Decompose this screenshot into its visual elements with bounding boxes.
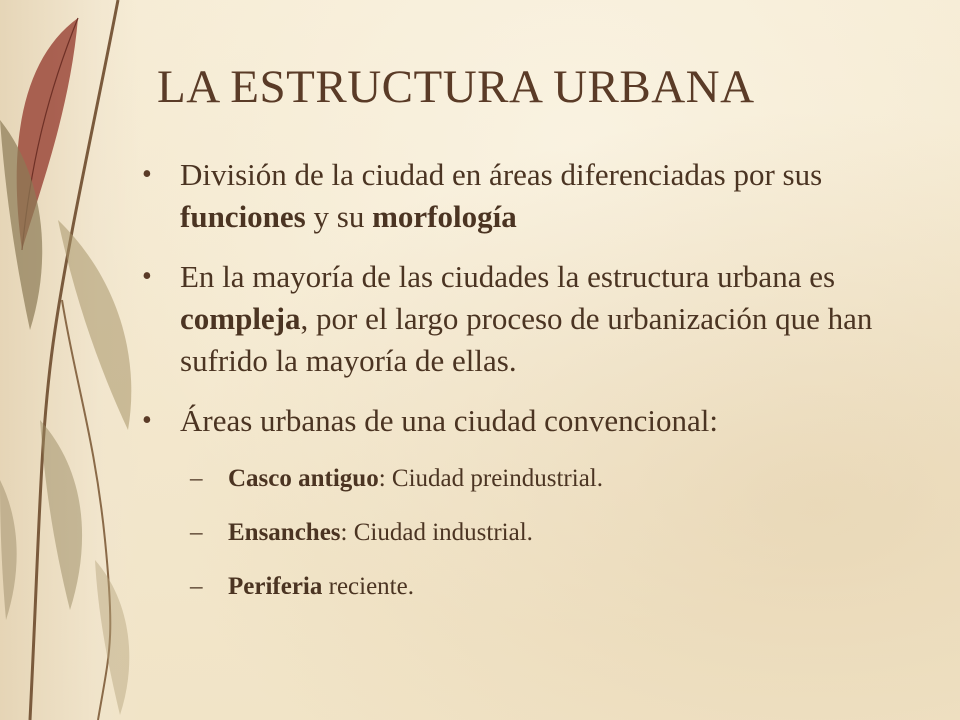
bold-term: Periferia xyxy=(228,573,323,600)
sub-bullet-marker: – xyxy=(190,573,203,600)
bold-term: Ensanches xyxy=(228,519,341,546)
sub-bullet-item xyxy=(142,516,942,550)
olive-leaf-3 xyxy=(40,420,82,610)
leaf-branch-decoration xyxy=(0,0,160,720)
bold-term: Casco antiguo xyxy=(228,465,379,492)
bullet-text xyxy=(180,157,822,234)
bullet-marker: • xyxy=(142,159,152,190)
bullet-text xyxy=(180,259,872,378)
bullet-item xyxy=(142,256,942,382)
bold-term: morfología xyxy=(372,199,517,234)
text-segment: En la mayoría de las ciudades la estructura urbana es xyxy=(180,259,836,294)
bold-term: compleja xyxy=(180,301,301,336)
sub-bullet-item xyxy=(142,570,942,604)
sub-bullet-marker: – xyxy=(190,519,203,546)
sub-bullet-item xyxy=(142,462,942,496)
text-segment: y su xyxy=(305,199,373,234)
text-segment: reciente. xyxy=(322,573,414,600)
text-segment: : Ciudad preindustrial. xyxy=(378,465,603,492)
olive-leaf-5 xyxy=(0,480,17,620)
text-segment: División de la ciudad en áreas diferenciadas por sus xyxy=(180,157,823,192)
text-segment: : Ciudad industrial. xyxy=(340,519,533,546)
slide-title: LA ESTRUCTURA URBANA xyxy=(157,61,755,113)
bullet-marker: • xyxy=(142,405,152,436)
olive-leaf-2 xyxy=(58,220,131,430)
bullet-marker: • xyxy=(142,261,152,292)
sub-bullet-marker: – xyxy=(190,465,203,492)
bullet-item xyxy=(142,154,942,238)
bold-term: funciones xyxy=(180,199,306,234)
text-segment: , por el largo proceso de urbanización que han sufrido la mayoría de ellas. xyxy=(180,301,873,378)
bullet-item xyxy=(142,400,942,442)
olive-leaf-4 xyxy=(95,560,129,715)
bullet-text: Áreas urbanas de una ciudad convencional: xyxy=(180,403,718,438)
slide-body xyxy=(142,154,942,624)
